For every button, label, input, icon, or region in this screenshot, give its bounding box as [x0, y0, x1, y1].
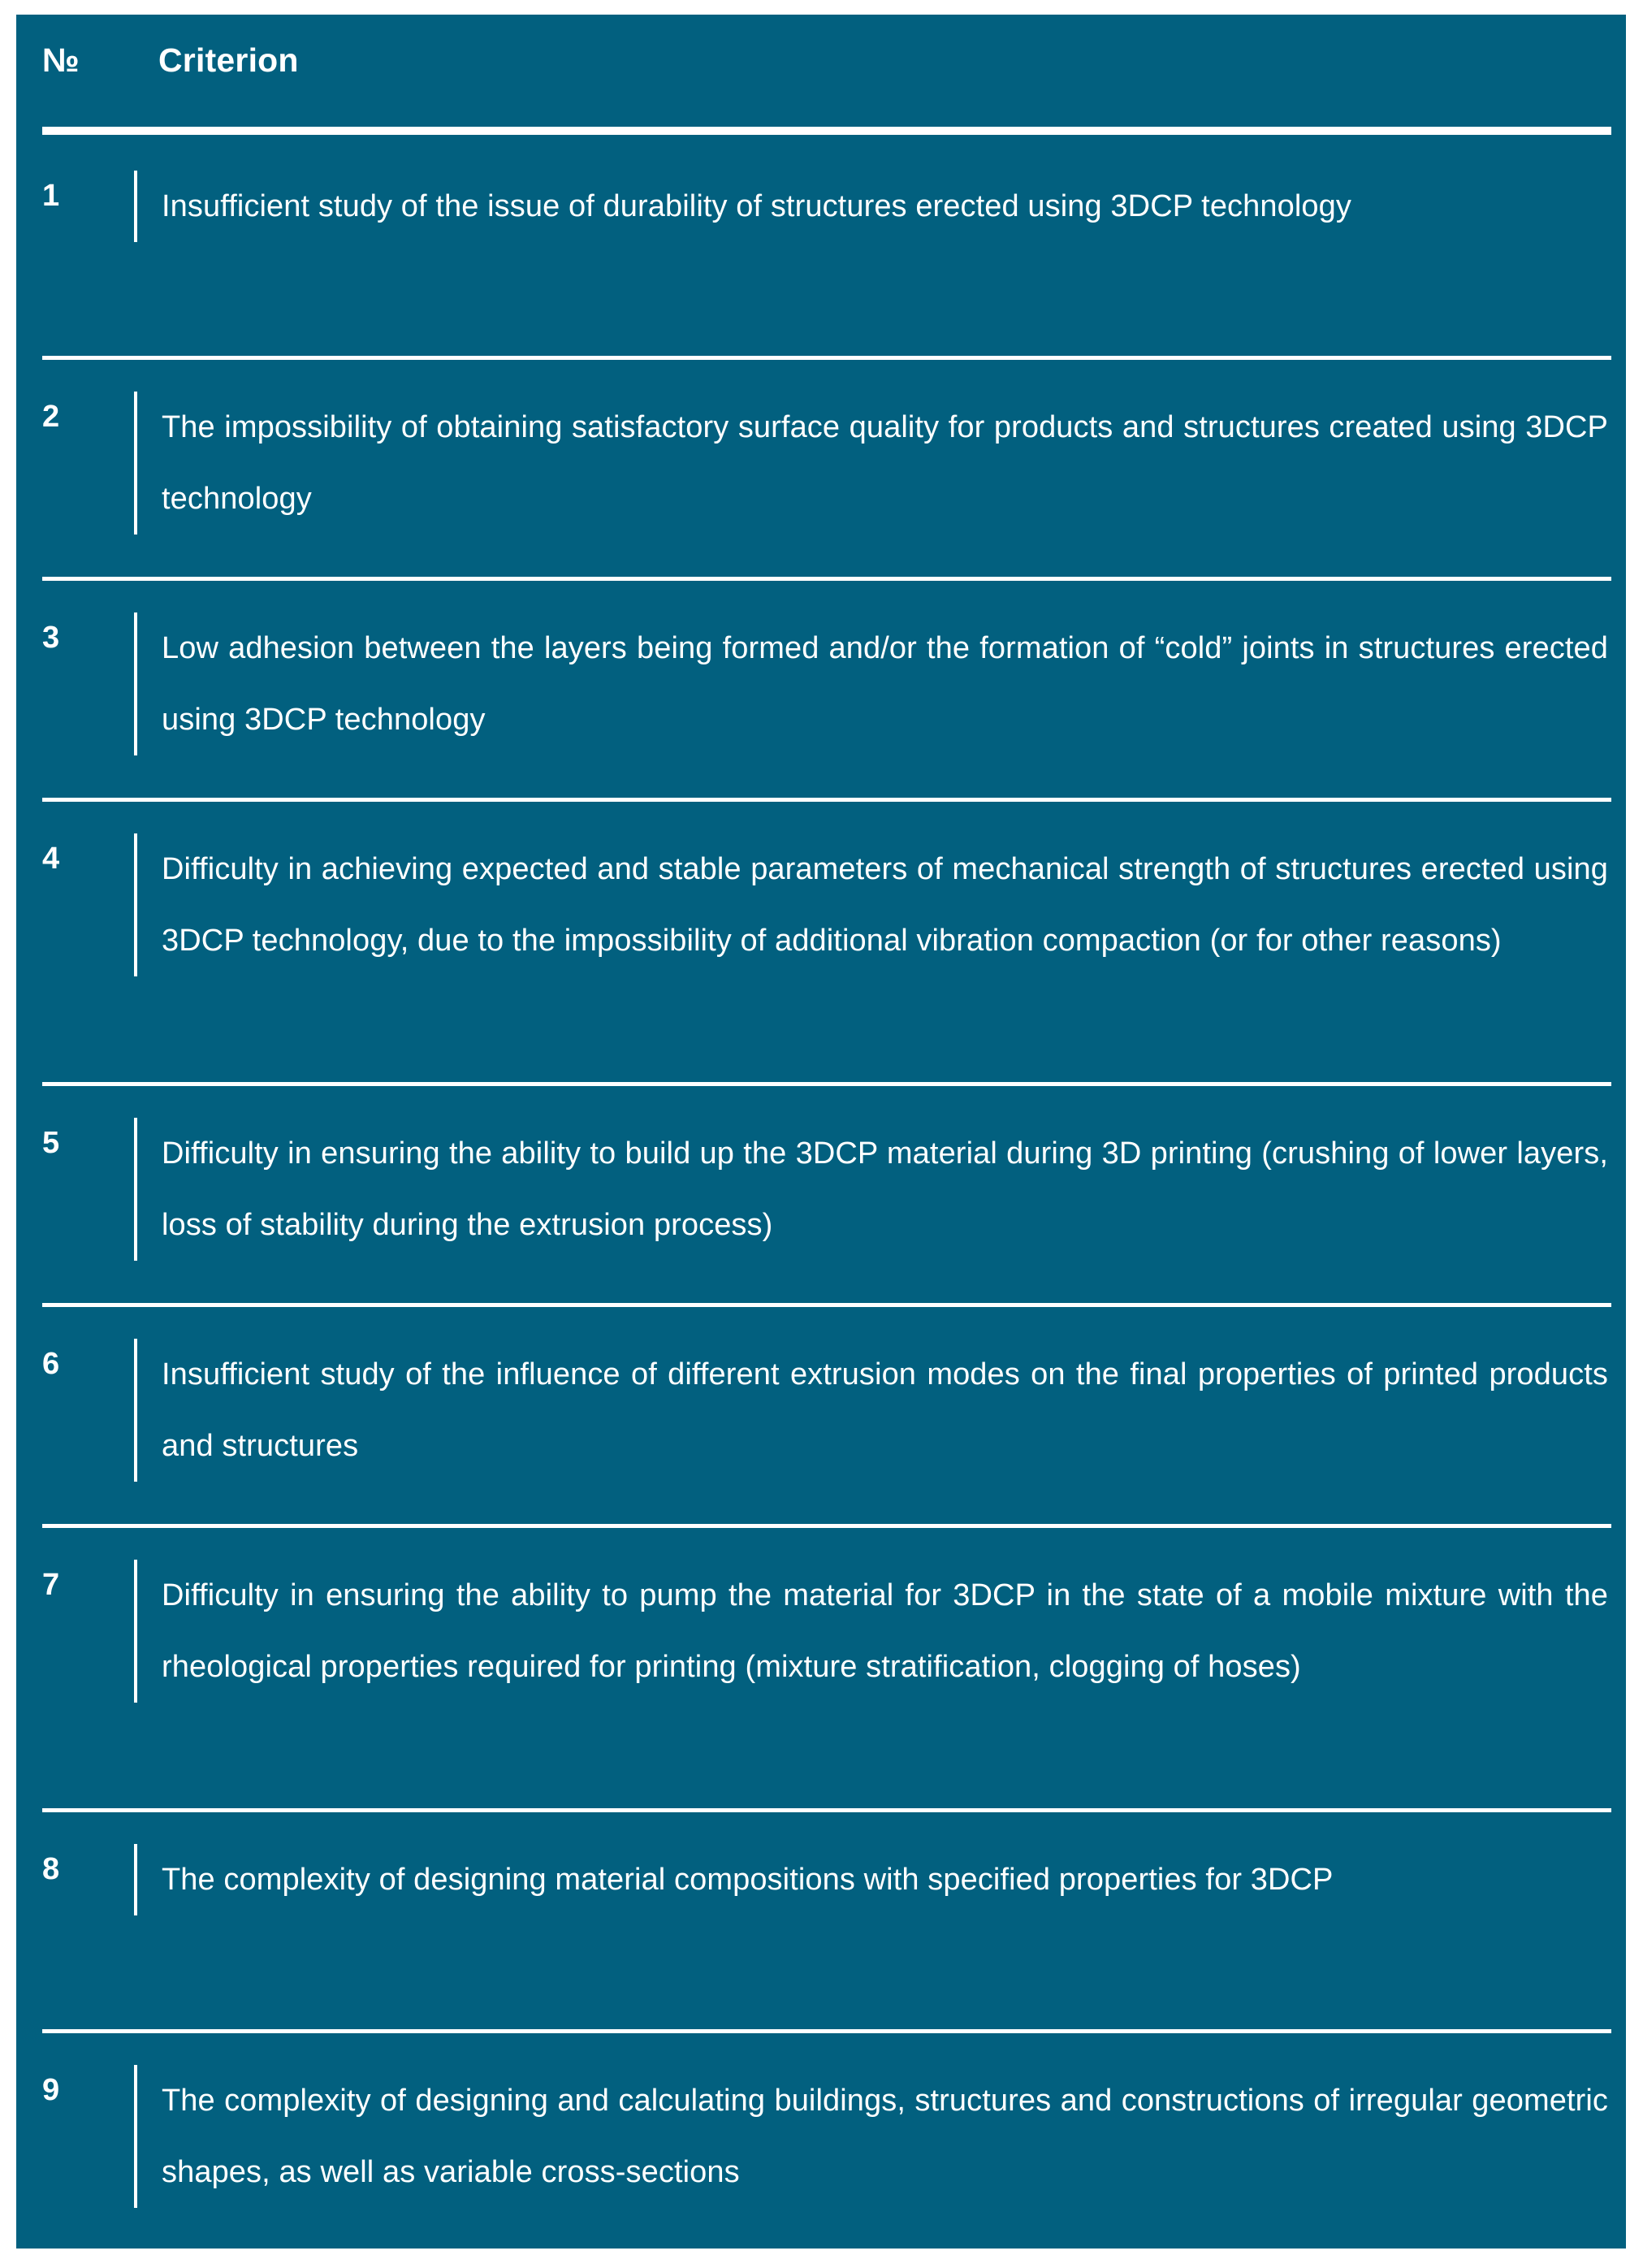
header-divider	[42, 127, 1611, 135]
row-number: 5	[42, 1126, 60, 1160]
row-criterion: The complexity of designing material compositions with specified properties for 3DCP	[134, 1844, 1626, 1915]
row-criterion: Difficulty in ensuring the ability to build up the 3DCP material during 3D printing (crushing of lower layers, loss of stability during the extrusion process)	[134, 1118, 1626, 1261]
table-row	[16, 1303, 1626, 1524]
table-row	[16, 1808, 1626, 2029]
column-header-criterion: Criterion	[158, 41, 299, 79]
row-number: 1	[42, 179, 60, 213]
table-row	[16, 1082, 1626, 1303]
row-number: 7	[42, 1568, 60, 1602]
row-number: 3	[42, 621, 60, 655]
column-header-number: №	[42, 41, 80, 79]
criteria-table	[16, 15, 1626, 2249]
row-criterion: Difficulty in achieving expected and stable parameters of mechanical strength of structures erected using 3DCP technology, due to the impossibility of additional vibration compaction (or for other reasons)	[134, 833, 1626, 976]
table-row	[16, 577, 1626, 798]
table-row	[16, 798, 1626, 1082]
row-number: 2	[42, 400, 60, 434]
row-criterion: The impossibility of obtaining satisfactory surface quality for products and structures created using 3DCP technology	[134, 392, 1626, 535]
row-criterion: Difficulty in ensuring the ability to pump the material for 3DCP in the state of a mobile mixture with the rheological properties required for printing (mixture stratification, clogging of hoses)	[134, 1560, 1626, 1703]
table-row	[16, 135, 1626, 356]
table-row	[16, 1524, 1626, 1808]
row-number: 6	[42, 1347, 60, 1381]
row-criterion: Insufficient study of the issue of durability of structures erected using 3DCP technology	[134, 171, 1626, 242]
table-body	[16, 135, 1626, 2250]
table-row	[16, 356, 1626, 577]
row-criterion: Insufficient study of the influence of different extrusion modes on the final properties of printed products and structures	[134, 1339, 1626, 1482]
row-criterion: The complexity of designing and calculating buildings, structures and constructions of irregular geometric shapes, as well as variable cross-sections	[134, 2065, 1626, 2208]
row-number: 4	[42, 842, 60, 876]
table-header-row	[16, 15, 1626, 135]
row-criterion: Low adhesion between the layers being formed and/or the formation of “cold” joints in structures erected using 3DCP technology	[134, 612, 1626, 755]
table-row	[16, 2029, 1626, 2250]
row-number: 8	[42, 1852, 60, 1886]
row-number: 9	[42, 2073, 60, 2107]
